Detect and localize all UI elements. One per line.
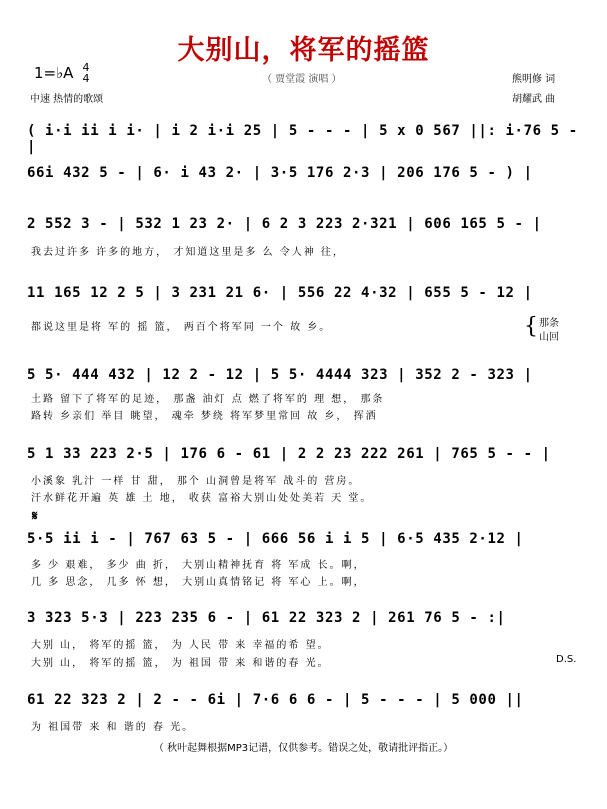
score-row-1: ( i·i ii i i· | i 2 i·i 25 | 5 - - - | 5 x 0 567 ||: i·76 5 - | xyxy=(27,123,578,155)
score-row-6: 5 1 33 223 2·5 | 176 6 - 61 | 2 2 23 222 261 | 765 5 - - | xyxy=(27,446,551,462)
side-label-2: 山回 xyxy=(539,332,559,343)
page-title: 大别山，将军的摇篮 xyxy=(177,35,430,66)
lyric-line-10: 大别 山， 将军的摇 篮， 为 祖国 带 来 和谐的春 光。 xyxy=(31,658,330,669)
score-row-2: 66i 432 5 - | 6· i 43 2· | 3·5 176 2·3 | 206 176 5 - ) | xyxy=(27,165,533,181)
lyric-line-3: 土路 留下了将军的足迹， 那盏 油灯 点 燃了将军的 理 想， 那条 xyxy=(31,394,385,405)
lyric-line-4: 路转 乡亲们 举目 眺望， 魂牵 梦绕 将军梦里常回 故 乡， 挥洒 xyxy=(31,411,378,422)
side-label-1: 那条 xyxy=(539,318,559,329)
lyric-line-8: 几 多 思念， 几多 怀 想， 大别山真情铭记 将 军心 上。啊， xyxy=(31,577,366,588)
lyric-line-1: 我去过许多 许多的地方， 才知道这里是多 么 令人神 往， xyxy=(31,247,345,258)
verse-brace: { xyxy=(524,314,538,339)
lyric-line-5: 小溪象 乳汁 一样 甘 甜， 那个 山洞曾是将军 战斗的 营房。 xyxy=(31,476,361,487)
lyric-line-7: 多 少 艰难， 多少 曲 折， 大别山精神抚育 将 军成 长。啊， xyxy=(31,560,366,571)
lyric-line-9: 大别 山， 将军的摇 篮， 为 人民 带 来 幸福的希 望。 xyxy=(31,640,330,651)
key-signature: 1=♭A xyxy=(34,64,74,82)
singer-credit: （ 贾堂霞 演唱 ） xyxy=(262,74,342,85)
lyric-line-11: 为 祖国带 来 和 谐的 春 光。 xyxy=(31,722,195,733)
time-signature xyxy=(80,62,92,84)
lyricist-credit: 熊明修 词 xyxy=(512,74,556,85)
score-row-3: 2 552 3 - | 532 1 23 2· | 6 2 3 223 2·321 | 606 165 5 - | xyxy=(27,216,542,232)
segno-sign: 𝄋 xyxy=(32,509,38,524)
meter-bottom: 4 xyxy=(82,72,90,85)
ds-marking: D.S. xyxy=(556,654,577,665)
score-row-5: 5 5· 444 432 | 12 2 - 12 | 5 5· 4444 323 | 352 2 - 323 | xyxy=(27,367,533,383)
score-row-9: 61 22 323 2 | 2 - - 6i | 7·6 6 6 - | 5 - - - | 5 000 || xyxy=(27,692,524,708)
meter-top: 4 xyxy=(82,61,90,74)
tempo-marking: 中速 热情的歌颂 xyxy=(30,94,104,105)
lyric-line-6: 汗水鲜花开遍 英 雄 土 地， 收获 富裕大别山处处美若 天 堂。 xyxy=(31,493,373,504)
score-row-7: 5·5 ii i - | 767 63 5 - | 666 56 i i 5 | 6·5 435 2·12 | xyxy=(27,531,524,547)
composer-credit: 胡耀武 曲 xyxy=(512,94,556,105)
score-row-8: 3 323 5·3 | 223 235 6 - | 61 22 323 2 | 261 76 5 - :| xyxy=(27,610,506,626)
transcription-note: （ 秋叶起舞根据MP3记谱，仅供参考。错误之处，敬请批评指正。） xyxy=(153,743,454,754)
score-row-4: 11 165 12 2 5 | 3 231 21 6· | 556 22 4·32 | 655 5 - 12 | xyxy=(27,285,533,301)
lyric-line-2: 都说这里是将 军的 摇 篮， 两百个将军同 一个 故 乡。 xyxy=(31,322,332,333)
